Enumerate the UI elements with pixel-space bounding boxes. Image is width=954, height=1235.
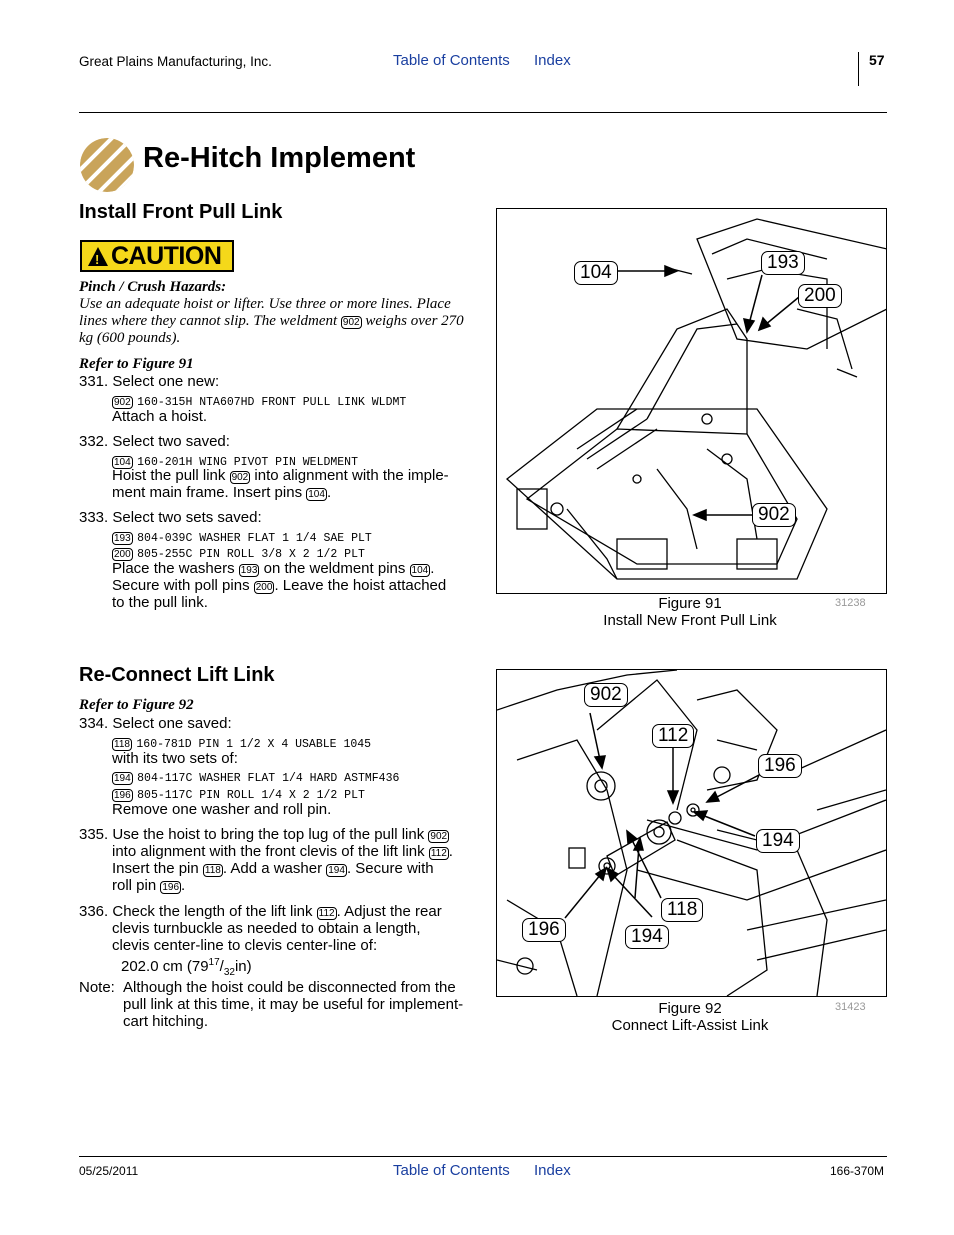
step-332: 332. Select two saved: — [79, 433, 230, 450]
step-336: 336. Check the length of the lift link 112 . Adjust the rear — [79, 903, 442, 920]
step-333: 333. Select two sets saved: — [79, 509, 262, 526]
step-335: 335. Use the hoist to bring the top lug of the pull link 902 — [79, 826, 448, 843]
warning-triangle-icon: ! — [88, 247, 108, 266]
step-follow-text: Attach a hoist. — [112, 408, 208, 425]
figure-92-caption: Figure 92 Connect Lift-Assist Link — [611, 1000, 769, 1034]
header-rule — [79, 112, 887, 113]
hazard-text: Use an adequate hoist or lifter. Use three or more lines. Place lines where they cannot slip. The weldment 902 weighs over 270 kg (600 pounds). — [79, 296, 464, 346]
footer-date: 05/25/2011 — [79, 1164, 139, 1178]
section-heading-re-connect-lift-link: Re-Connect Lift Link — [79, 664, 275, 686]
step-follow-text: Place the washers 193 on the weldment pins 104 . Secure with poll pins 200 . Leave the hoist attached to the pull link. — [112, 560, 447, 611]
step-334: 334. Select one saved: — [79, 715, 232, 732]
note-text: Although the hoist could be disconnected from the pull link at this time, it may be useful for implement- cart hitching. — [123, 979, 464, 1030]
lift-link-drawing — [497, 670, 886, 996]
company-name: Great Plains Manufacturing, Inc. — [79, 54, 272, 69]
great-plains-logo-icon — [79, 136, 135, 194]
callout-104: 104 — [574, 261, 618, 285]
section-heading-install-front-pull-link: Install Front Pull Link — [79, 201, 283, 223]
caution-label: ! CAUTION — [80, 240, 234, 272]
page-title: Re-Hitch Implement — [143, 142, 416, 174]
step-follow-text: with its two sets of: — [112, 750, 238, 767]
part-line: 196 805-117C PIN ROLL 1/4 X 2 1/2 PLT — [114, 789, 365, 802]
callout-193: 193 — [761, 251, 805, 275]
refer-figure-91: Refer to Figure 91 — [79, 356, 194, 372]
callout-902: 902 — [752, 503, 796, 527]
step-331: 331. Select one new: — [79, 373, 220, 390]
hazard-title: Pinch / Crush Hazards: — [79, 279, 227, 295]
part-line: 193 804-039C WASHER FLAT 1 1/4 SAE PLT — [114, 532, 372, 545]
step-336-cont: clevis turnbuckle as needed to obtain a length, clevis center-line to clevis center-line of: — [112, 920, 421, 954]
footer-rule — [79, 1156, 887, 1157]
refer-figure-92: Refer to Figure 92 — [79, 697, 194, 713]
figure-92-illustration — [496, 669, 887, 997]
part-line: 200 805-255C PIN ROLL 3/8 X 2 1/2 PLT — [114, 548, 365, 561]
callout-118: 118 — [661, 898, 703, 922]
pull-link-drawing — [497, 209, 886, 593]
callout-194: 194 — [756, 829, 800, 853]
note-label: Note: — [79, 979, 115, 996]
header-index-link[interactable]: Index — [534, 52, 571, 69]
callout-112: 112 — [652, 724, 694, 748]
figure-92-art-id: 31423 — [835, 1001, 866, 1013]
part-line: 104 160-201H WING PIVOT PIN WELDMENT — [114, 456, 358, 469]
step-335-cont: into alignment with the front clevis of the lift link 112 . Insert the pin 118 . Add a washer 194 . Secure with roll pin 196 . — [112, 843, 453, 894]
callout-902: 902 — [584, 683, 628, 707]
step-follow-text: Remove one washer and roll pin. — [112, 801, 332, 818]
header-divider — [858, 52, 859, 86]
part-line: 194 804-117C WASHER FLAT 1/4 HARD ASTMF436 — [114, 772, 400, 785]
callout-194: 194 — [625, 925, 669, 949]
figure-91-art-id: 31238 — [835, 597, 866, 609]
footer-doc-number: 166-370M — [830, 1164, 885, 1178]
header-toc-link[interactable]: Table of Contents — [393, 52, 510, 69]
callout-196: 196 — [758, 754, 802, 778]
figure-91-illustration — [496, 208, 887, 594]
footer-toc-link[interactable]: Table of Contents — [393, 1162, 510, 1179]
part-line: 118 160-781D PIN 1 1/2 X 4 USABLE 1045 — [114, 738, 372, 751]
footer-index-link[interactable]: Index — [534, 1162, 571, 1179]
step-follow-text: Hoist the pull link 902 into alignment with the imple- ment main frame. Insert pins 104 . — [112, 467, 449, 501]
figure-91-caption: Figure 91 Install New Front Pull Link — [603, 595, 777, 629]
callout-196: 196 — [522, 918, 566, 942]
ref-badge: 902 — [342, 317, 360, 328]
page-number: 57 — [869, 52, 885, 68]
callout-200: 200 — [798, 284, 842, 308]
part-line: 902 160-315H NTA607HD FRONT PULL LINK WLDMT — [114, 396, 407, 409]
length-measurement: 202.0 cm $(79^{17}/_{32}in)$ — [121, 957, 252, 978]
